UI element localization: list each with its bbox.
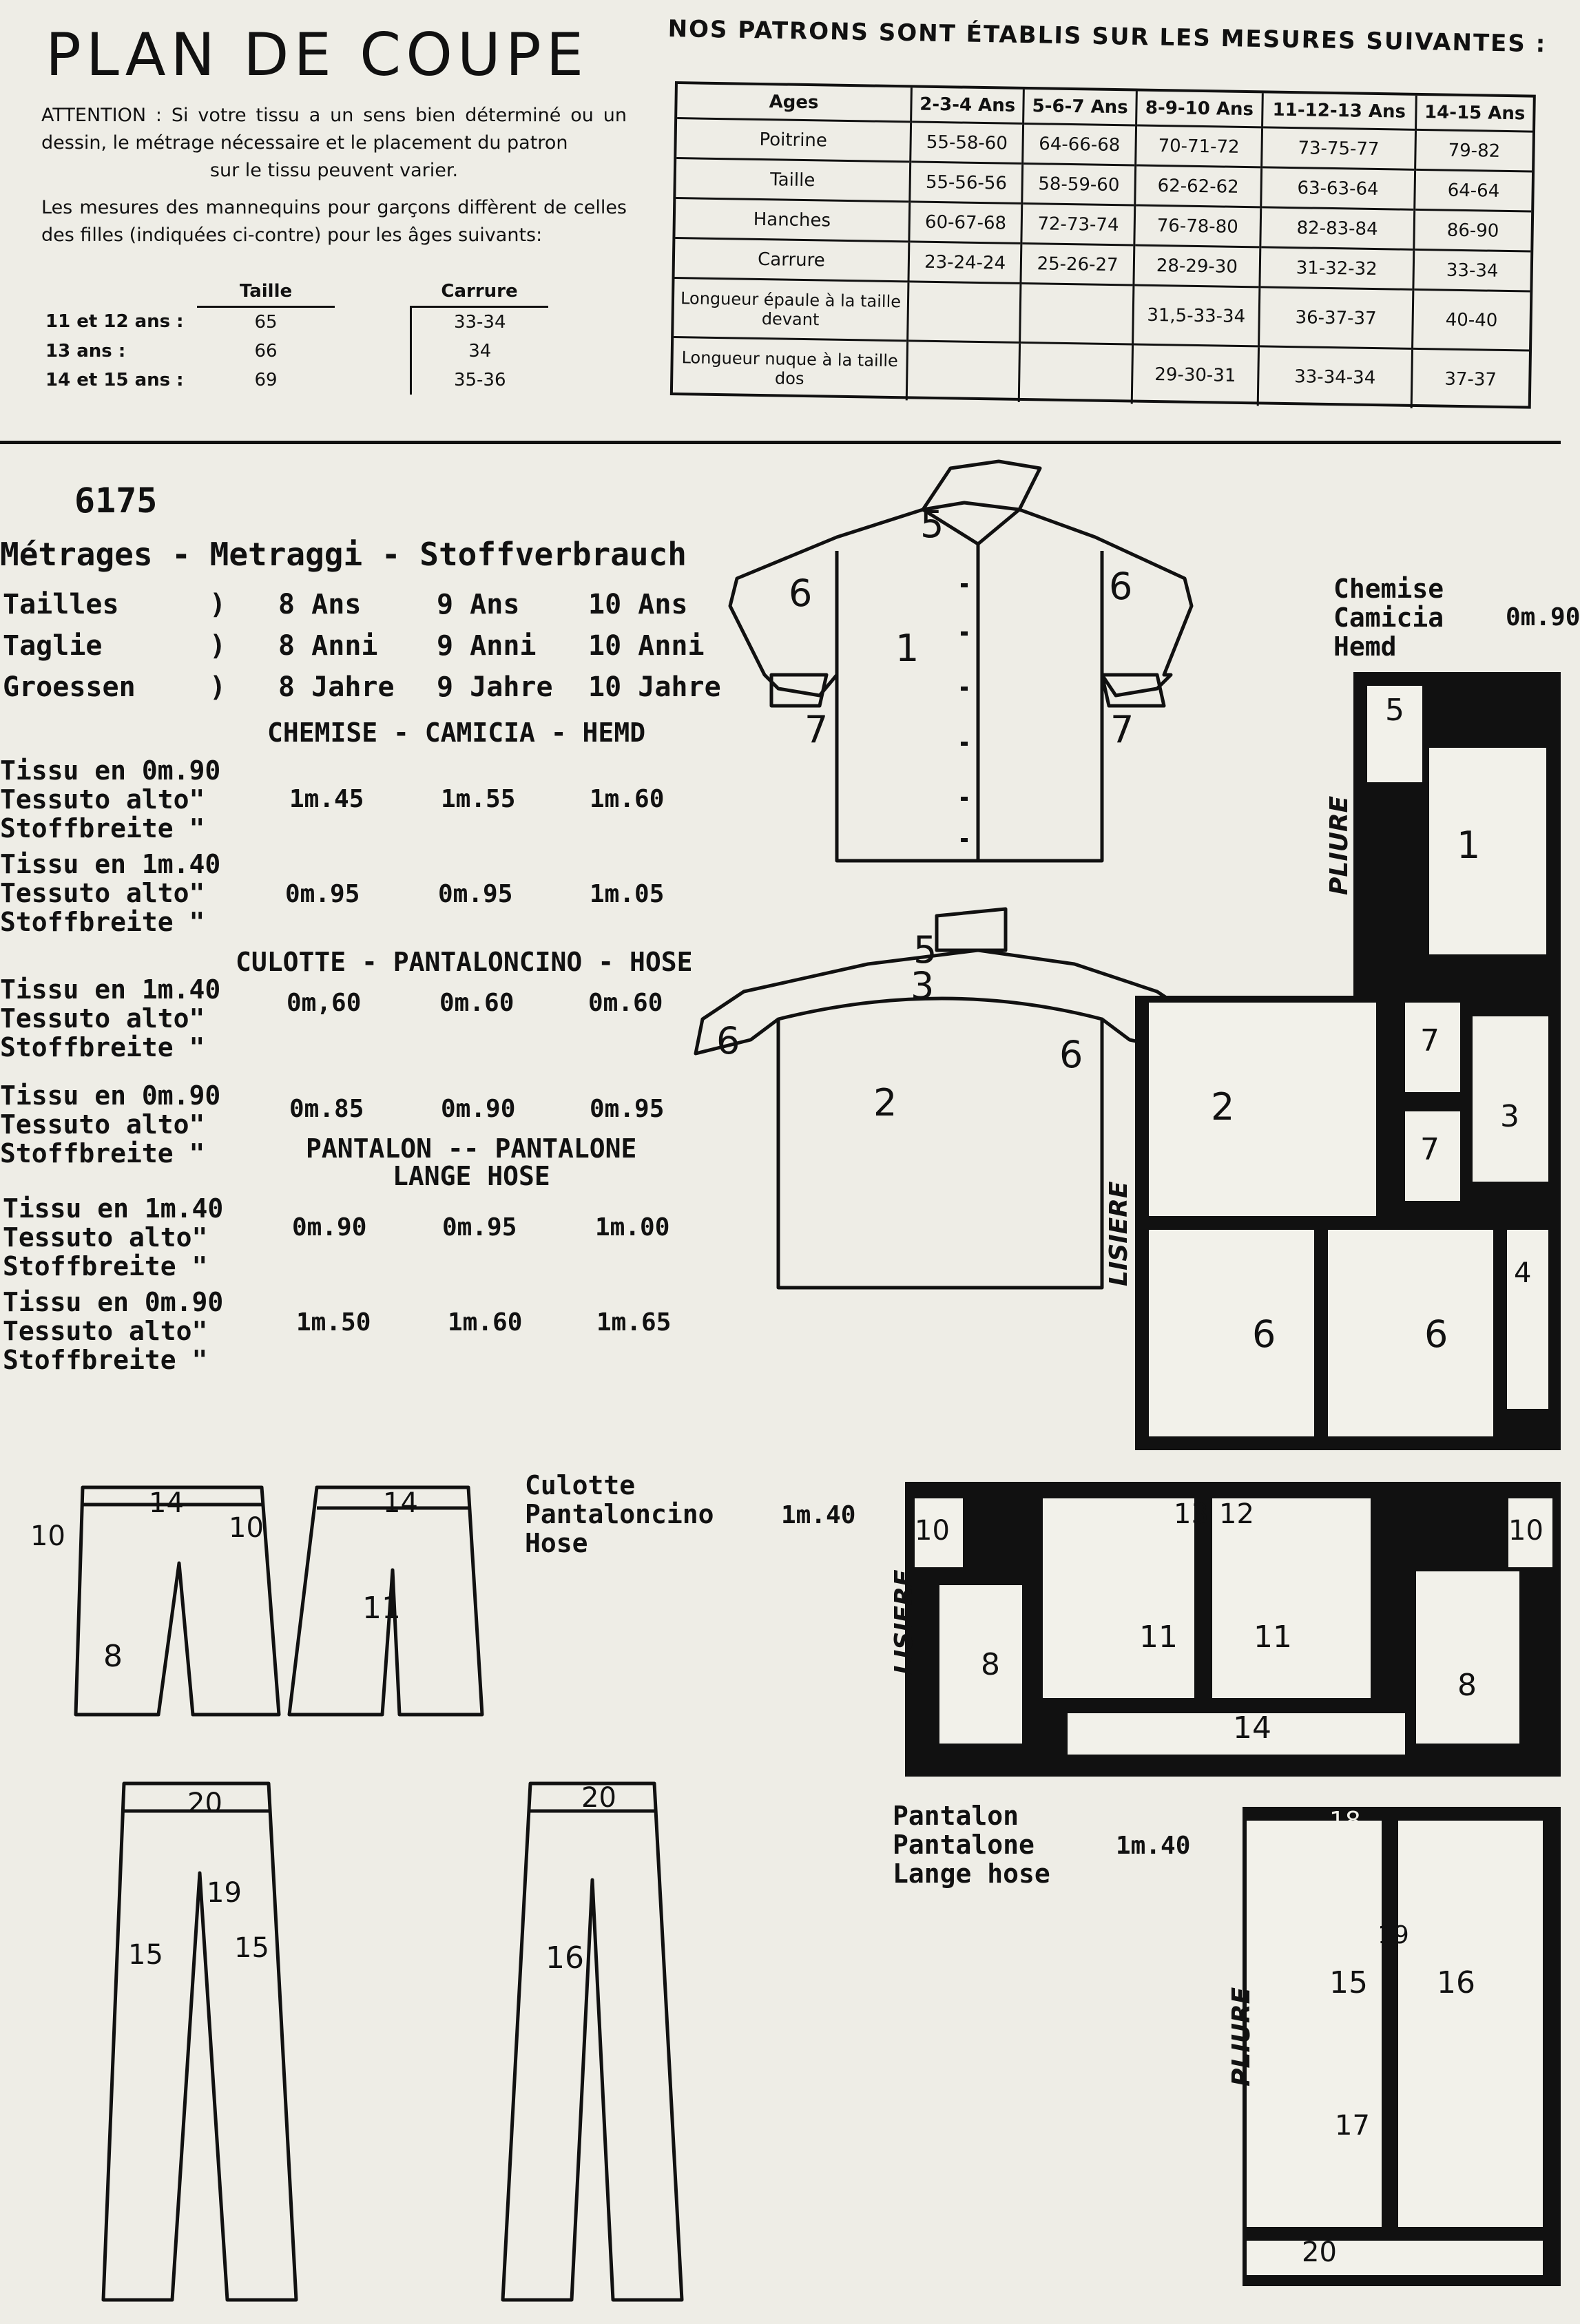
row-label: Poitrine (759, 129, 828, 151)
cell: 63-63-64 (1261, 167, 1415, 209)
piece-number: 14 (383, 1487, 418, 1519)
row-label: Tessuto alto" (0, 878, 205, 908)
section-title-pantalon-2: LANGE HOSE (393, 1161, 550, 1191)
row-label: Hanches (753, 209, 831, 231)
piece-number: 7 (1110, 708, 1134, 751)
piece-number: 20 (187, 1788, 222, 1819)
piece-number: 19 (1378, 1921, 1409, 1949)
trousers-back-drawing (503, 1783, 682, 2300)
piece-number: 7 (804, 708, 829, 751)
layout-label-line: Camicia (1333, 603, 1444, 633)
piece-number: 6 (789, 572, 813, 615)
pattern-piece-7: 7 (1405, 1003, 1460, 1092)
row-label: Stoffbreite " (0, 813, 205, 844)
carrure-cell: 33-34 (453, 312, 506, 333)
header-cell: 5-6-7 Ans (1023, 90, 1136, 125)
trousers-front-drawing (103, 1783, 296, 2300)
cell: 33-34 (1413, 249, 1531, 291)
taille-cell: 66 (254, 341, 278, 362)
pliure-label: PLIURE (1227, 1987, 1256, 2086)
chemise-layout-top (1353, 672, 1561, 996)
col-carrure: Carrure (410, 277, 548, 307)
layout-culotte-width: 1m.40 (781, 1501, 856, 1529)
metrage-value: 0m.90 (292, 1213, 367, 1242)
row-label: Taille (769, 169, 815, 191)
cell: 64-64 (1414, 169, 1532, 211)
cell: 31-32-32 (1260, 247, 1413, 289)
cell: 86-90 (1413, 209, 1531, 251)
sizes-row: Taglie ) 8 Anni 9 Anni 10 Anni (3, 630, 705, 662)
layout-label-line: Pantaloncino (525, 1499, 714, 1529)
section-title-pantalon: PANTALON -- PANTALONE (306, 1133, 637, 1164)
size-value: 10 Ans (588, 589, 688, 620)
pliure-label: PLIURE (1325, 795, 1353, 895)
size-label: Taglie (3, 630, 103, 662)
pattern-piece-11: 11 13 (1043, 1498, 1194, 1698)
cell: 82-83-84 (1260, 207, 1414, 249)
pattern-piece-3: 3 (1473, 1016, 1548, 1182)
row-label: Longueur nuque à la taille dos (681, 348, 899, 389)
cell: 60-67-68 (909, 202, 1022, 244)
header-cell: 11-12-13 Ans (1262, 93, 1416, 129)
piece-number: 14 (149, 1487, 184, 1519)
piece-number: 6 (1059, 1033, 1083, 1076)
sizes-block (3, 589, 721, 713)
pattern-piece-1: 1 (1429, 748, 1546, 954)
row-label: Tessuto alto" (3, 1316, 208, 1346)
cell: 55-58-60 (911, 122, 1023, 164)
carrure-cell: 35-36 (453, 370, 506, 390)
pattern-piece-14: 14 (1068, 1713, 1405, 1755)
size-label: Tailles (3, 589, 119, 620)
layout-label-line: Culotte (525, 1470, 636, 1500)
measures-heading: NOS PATRONS SONT ÉTABLIS SUR LES MESURES SUIVANTES : (667, 15, 1547, 59)
header-cell: 2-3-4 Ans (911, 87, 1024, 123)
row-label: Tessuto alto" (0, 784, 205, 815)
cell (908, 282, 1021, 343)
cell: 28-29-30 (1134, 245, 1260, 287)
table-row (45, 366, 548, 395)
pattern-piece-8: 8 (1416, 1571, 1519, 1744)
cell (1019, 342, 1133, 404)
cell: 33-34-34 (1258, 346, 1412, 408)
cell: 73-75-77 (1262, 127, 1415, 169)
pattern-piece-7: 7 (1405, 1111, 1460, 1201)
pattern-piece-5: 5 (1367, 686, 1422, 782)
row-label: Tessuto alto" (0, 1003, 205, 1034)
header-cell: Ages (769, 92, 819, 114)
cell (1020, 283, 1134, 344)
cell: 64-66-68 (1023, 123, 1136, 165)
carrure-cell: 34 (468, 341, 492, 362)
piece-number: 1 (895, 627, 919, 670)
cell: 70-71-72 (1136, 125, 1262, 167)
taille-cell: 65 (254, 312, 278, 333)
pattern-piece-16: 16 (1398, 1821, 1543, 2227)
metrage-value: 0m,60 (287, 989, 362, 1017)
section-title-culotte: CULOTTE - PANTALONCINO - HOSE (236, 947, 693, 977)
layout-label-line: Lange hose (893, 1859, 1050, 1889)
metrage-value: 0m.60 (439, 989, 514, 1017)
lisiere-label: LISIERE (890, 1569, 918, 1675)
measures-table (670, 81, 1536, 409)
section-title-chemise: CHEMISE - CAMICIA - HEMD (267, 718, 646, 748)
pattern-piece-6: 6 (1328, 1230, 1493, 1436)
piece-number: 18 (1329, 1807, 1361, 1835)
layout-label-line: Hemd (1333, 631, 1397, 662)
piece-number: 10 (229, 1512, 264, 1544)
piece-number: 11 (362, 1591, 401, 1626)
piece-number: 20 (581, 1782, 616, 1814)
metrage-value: 1m.00 (595, 1213, 670, 1242)
chemise-layout-bottom (1135, 996, 1561, 1450)
piece-number: 5 (913, 928, 937, 972)
layout-label-line: Hose (525, 1528, 588, 1558)
row-label: Longueur épaule à la taille devant (680, 288, 902, 329)
pattern-piece-8: 8 (939, 1585, 1022, 1744)
metrage-value: 1m.05 (590, 880, 665, 908)
pantalon-layout (1243, 1807, 1561, 2286)
row-label: Stoffbreite " (0, 907, 205, 937)
size-value: 9 Jahre (437, 671, 553, 703)
table-row (45, 307, 548, 337)
metrage-value: 0m.95 (590, 1095, 665, 1123)
metrage-value: 1m.60 (448, 1308, 523, 1337)
piece-number: 5 (920, 503, 944, 546)
metrage-row (3, 1288, 223, 1374)
piece-number: 15 (234, 1932, 269, 1964)
piece-number: 6 (716, 1019, 740, 1062)
notice-block (41, 102, 627, 259)
piece-number: 8 (103, 1639, 123, 1674)
cell: 72-73-74 (1021, 203, 1134, 245)
row-label: Tissu en 0m.90 (3, 1287, 224, 1317)
header-cell: 14-15 Ans (1415, 96, 1533, 132)
row-label: Tissu en 1m.40 (0, 849, 221, 879)
culotte-layout (905, 1482, 1561, 1777)
layout-label-line: Pantalone (893, 1830, 1035, 1860)
metrage-value: 1m.55 (441, 785, 516, 813)
size-value: 10 Jahre (588, 671, 721, 703)
cell: 31,5-33-34 (1132, 285, 1260, 346)
col-taille: Taille (197, 277, 335, 307)
table-row (45, 337, 548, 366)
page-title: PLAN DE COUPE (45, 21, 589, 90)
sizes-row: Tailles ) 8 Ans 9 Ans 10 Ans (3, 589, 688, 620)
metrage-value: 0m.60 (588, 989, 663, 1017)
piece-number: 16 (545, 1940, 584, 1976)
cell: 40-40 (1412, 289, 1530, 350)
layout-label-line: Pantalon (893, 1801, 1019, 1831)
pattern-piece-2: 2 (1149, 1003, 1376, 1216)
cell: 55-56-56 (910, 162, 1023, 204)
size-value: 8 Ans (278, 589, 362, 620)
metrage-row (3, 1194, 223, 1281)
layout-label-line: Chemise (1333, 574, 1444, 604)
piece-number: 10 (30, 1520, 65, 1552)
row-label: Stoffbreite " (3, 1345, 208, 1375)
row-label: Tessuto alto" (3, 1222, 208, 1253)
cell: 25-26-27 (1021, 243, 1134, 285)
piece-number: 15 (128, 1939, 163, 1971)
layout-chemise-label (1333, 574, 1444, 661)
piece-number: 6 (1109, 565, 1133, 608)
row-label: Tissu en 1m.40 (0, 974, 221, 1005)
table-row (673, 337, 1529, 410)
layout-pantalon-width: 1m.40 (1116, 1832, 1191, 1860)
cell: 79-82 (1415, 129, 1532, 171)
layout-culotte-label (525, 1471, 714, 1558)
size-value: 8 Jahre (278, 671, 395, 703)
pattern-piece-20: 20 (1247, 2241, 1543, 2275)
piece-number: 2 (873, 1081, 897, 1124)
taille-cell: 69 (254, 370, 278, 390)
metrage-row (0, 850, 220, 936)
cell: 62-62-62 (1135, 165, 1262, 207)
metrage-value: 1m.45 (289, 785, 364, 813)
layout-chemise-width: 0m.90 (1506, 603, 1580, 631)
size-value: 9 Anni (437, 630, 537, 662)
row-label: Tessuto alto" (0, 1109, 205, 1140)
size-value: 10 Anni (588, 630, 705, 662)
boys-measure-table (45, 277, 548, 395)
row-label: Tissu en 1m.40 (3, 1193, 224, 1224)
notice-boys: Les mesures des mannequins pour garçons diffèrent de celles des filles (indiquées ci-contre) pour les âges suivants: (41, 197, 627, 246)
cell: 76-78-80 (1134, 205, 1261, 247)
lisiere-label: LISIERE (1105, 1181, 1133, 1286)
pattern-piece-10: 10 (915, 1498, 963, 1567)
pattern-piece-10: 10 (1508, 1498, 1552, 1567)
notice-attention: ATTENTION : Si votre tissu a un sens bien déterminé ou un dessin, le métrage nécessaire et le placement du patron (41, 105, 627, 154)
piece-number: 3 (911, 964, 935, 1007)
metrage-value: 0m.85 (289, 1095, 364, 1123)
cell: 29-30-31 (1132, 344, 1259, 406)
trousers-illustrations (103, 1777, 723, 2314)
metrage-value: 1m.60 (590, 785, 665, 813)
metrage-value: 0m.90 (441, 1095, 516, 1123)
row-label: Stoffbreite " (3, 1251, 208, 1281)
row-label: Stoffbreite " (0, 1138, 205, 1169)
row-label: Tissu en 0m.90 (0, 1080, 221, 1111)
pattern-piece-15: 15 17 (1247, 1821, 1382, 2227)
shirt-front-drawing (730, 461, 1192, 861)
size-value: 9 Ans (437, 589, 520, 620)
pattern-piece-6: 6 (1149, 1230, 1314, 1436)
cell (906, 341, 1020, 402)
metrage-value: 1m.65 (596, 1308, 672, 1337)
metrage-value: 0m.95 (442, 1213, 517, 1242)
pattern-piece-4: 4 (1507, 1230, 1548, 1409)
metrage-row (0, 975, 220, 1062)
size-label: Groessen (3, 671, 136, 703)
cell: 36-37-37 (1259, 287, 1413, 348)
metrage-value: 1m.50 (296, 1308, 371, 1337)
age-cell: 14 et 15 ans : (45, 370, 184, 390)
pattern-code: 6175 (74, 481, 158, 521)
metrage-value: 0m.95 (285, 880, 360, 908)
size-value: 8 Anni (278, 630, 378, 662)
sizes-row: Groessen ) 8 Jahre 9 Jahre 10 Jahre (3, 671, 721, 703)
row-label: Carrure (757, 249, 825, 271)
metrage-value: 0m.95 (438, 880, 513, 908)
age-cell: 11 et 12 ans : (45, 311, 184, 333)
layout-pantalon-label (893, 1801, 1050, 1888)
age-cell: 13 ans : (45, 341, 126, 362)
metrage-row (0, 756, 220, 843)
cell: 23-24-24 (908, 242, 1021, 284)
notice-attention-end: sur le tissu peuvent varier. (209, 160, 459, 181)
cell: 37-37 (1411, 348, 1529, 410)
metrage-title: Métrages - Metraggi - Stoffverbrauch (0, 536, 687, 573)
cell: 58-59-60 (1022, 163, 1135, 205)
piece-number: 19 (207, 1877, 242, 1909)
metrage-row (0, 1081, 220, 1168)
header-cell: 8-9-10 Ans (1136, 92, 1262, 127)
row-label: Stoffbreite " (0, 1032, 205, 1062)
divider (0, 441, 1561, 444)
pattern-piece-11: 11 12 (1212, 1498, 1371, 1698)
row-label: Tissu en 0m.90 (0, 755, 221, 786)
